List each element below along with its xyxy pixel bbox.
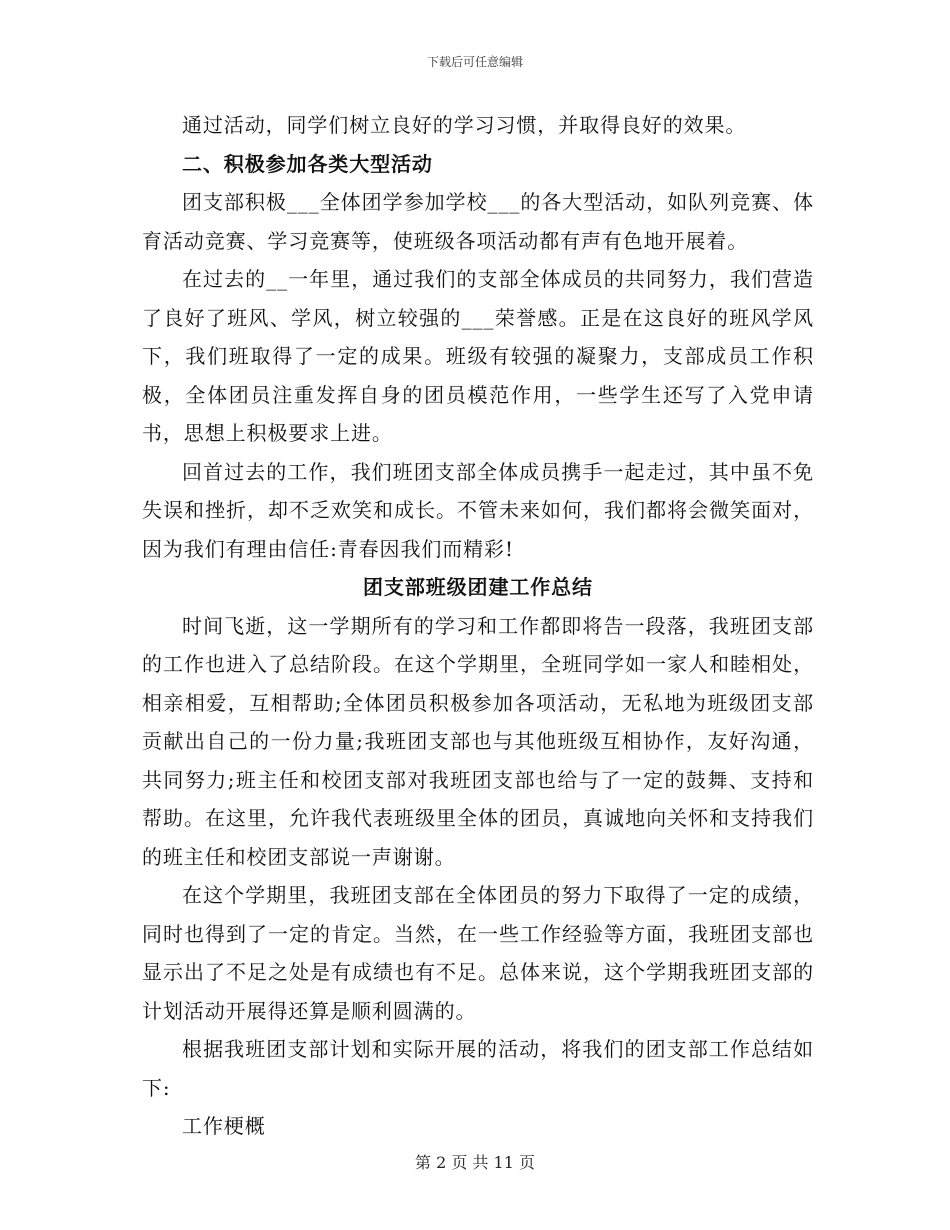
document-body	[142, 106, 814, 1146]
header-note: 下载后可任意编辑	[426, 55, 523, 69]
section-heading-2: 二、积极参加各类大型活动	[182, 151, 433, 176]
paragraph-6: 在这个学期里，我班团支部在全体团员的努力下取得了一定的成绩，同时也得到了一定的肯定。当然，在一些工作经验等方面，我班团支部也显示出了不足之处是有成绩也有不足。总体来说，这个学期我班团支部的计划活动开展得还算是顺利圆满的。	[142, 883, 814, 1023]
paragraph-5: 时间飞逝，这一学期所有的学习和工作都即将告一段落，我班团支部的工作也进入了总结阶段。在这个学期里，全班同学如一家人和睦相处，相亲相爱，互相帮助;全体团员积极参加各项活动，无私地为班级团支部贡献出自己的一份力量;我班团支部也与其他班级互相协作，友好沟通，共同努力;班主任和校团支部对我班团支部也给与了一定的鼓舞、支持和帮助。在这里，允许我代表班级里全体的团员，真诚地向关怀和支持我们的班主任和校团支部说一声谢谢。	[142, 613, 814, 869]
paragraph-1: 通过活动，同学们树立良好的学习习惯，并取得良好的效果。	[182, 113, 747, 137]
paragraph-4: 回首过去的工作，我们班团支部全体成员携手一起走过，其中虽不免失误和挫折，却不乏欢笑和成长。不管未来如何，我们都将会微笑面对，因为我们有理由信任:青春因我们而精彩!	[142, 459, 814, 561]
paragraph-8: 工作梗概	[182, 1114, 266, 1138]
paragraph-2: 团支部积极___全体团学参加学校___的各大型活动，如队列竞赛、体育活动竞赛、学习竞赛等，使班级各项活动都有声有色地开展着。	[142, 190, 814, 253]
paragraph-3: 在过去的__一年里，通过我们的支部全体成员的共同努力，我们营造了良好了班风、学风，树立较强的___荣誉感。正是在这良好的班风学风下，我们班取得了一定的成果。班级有较强的凝聚力，支部成员工作积极，全体团员注重发挥自身的团员模范作用，一些学生还写了入党申请书，思想上积极要求上进。	[142, 267, 814, 445]
page-number: 第 2 页 共 11 页	[415, 1153, 535, 1172]
document-title: 团支部班级团建工作总结	[363, 575, 593, 599]
paragraph-7: 根据我班团支部计划和实际开展的活动，将我们的团支部工作总结如下:	[142, 1037, 814, 1100]
